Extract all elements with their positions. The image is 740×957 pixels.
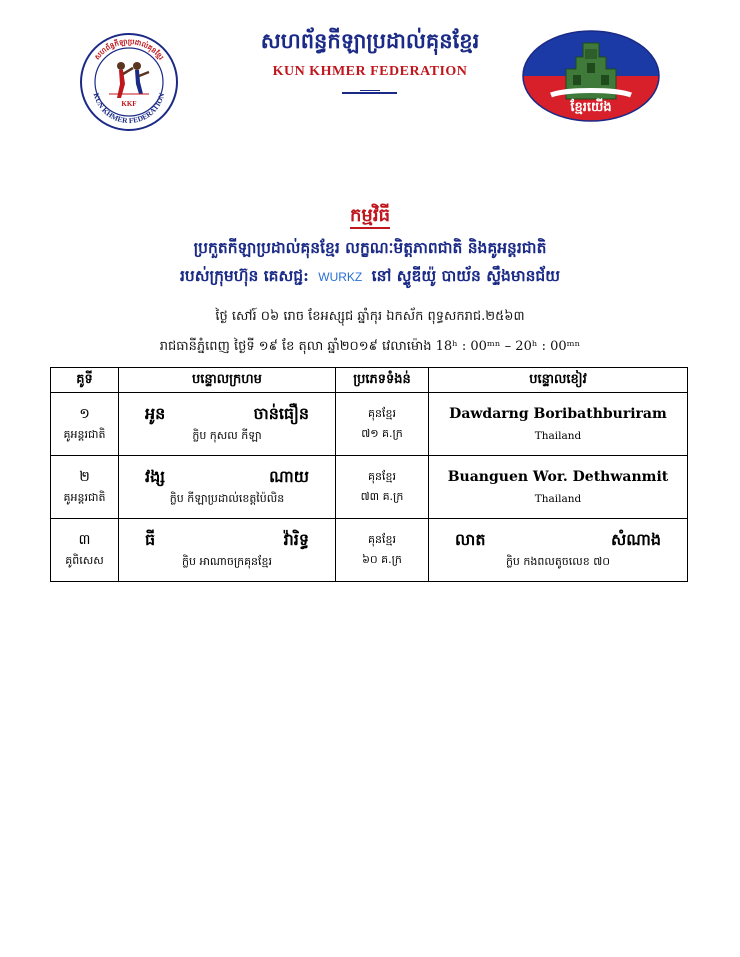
table-row <box>51 456 688 519</box>
blue-corner-cell <box>429 519 688 582</box>
kkf-logo-khmer-text: សហព័ន្ធកីឡាប្រដាល់គុនខ្មែរ <box>92 36 166 62</box>
bout-number: ១ <box>79 406 90 422</box>
event-sponsor-line <box>40 266 700 289</box>
red-fighter-name <box>119 402 335 426</box>
bout-category: គូអន្តរជាតិ <box>63 428 106 441</box>
red-fighter-name <box>119 465 335 489</box>
federation-title-english: KUN KHMER FEDERATION <box>272 64 468 79</box>
red-fighter-last-name: ចាន់ធឿន <box>253 404 309 423</box>
bout-number: ២ <box>79 469 90 485</box>
sponsor-prefix: របស់ក្រុមហ៊ុន គេសជ្ជ: <box>179 266 309 285</box>
blue-fighter-first-name: លាត <box>455 530 486 549</box>
fight-card-table <box>50 367 688 582</box>
weight-cell <box>336 393 429 456</box>
blue-corner-cell <box>429 456 688 519</box>
venue: នៅ ស្ទូឌីយ៉ូ បាយ័ន ស្ទឹងមានជ័យ <box>371 266 561 285</box>
weight-cell <box>336 456 429 519</box>
red-fighter-first-name: ធី <box>145 530 156 549</box>
blue-fighter-name <box>429 528 687 552</box>
bout-category: គូពិសេស <box>65 554 104 567</box>
red-corner-cell <box>119 519 336 582</box>
red-corner-cell <box>119 393 336 456</box>
blue-fighter-club: ក្លិប កងពលតូចលេខ ៧០ <box>505 555 611 568</box>
federation-title-khmer: សហព័ន្ធកីឡាប្រដាល់គុនខ្មែរ <box>260 28 480 53</box>
red-fighter-last-name: វ៉ារិទ្ធ <box>283 530 309 549</box>
kkf-logo-abbr: KKF <box>121 100 137 108</box>
blue-corner-cell <box>429 393 688 456</box>
blue-fighter-name: Dawdarng Boribathburiram <box>449 406 667 422</box>
bout-number: ៣ <box>78 532 91 548</box>
bout-number-cell <box>51 519 119 582</box>
bout-number-cell <box>51 456 119 519</box>
event-date-time: រាជធានីភ្នំពេញ ថ្ងៃទី ១៩ ខែ តុលា ឆ្នាំ២០១៩ វេលាម៉ោង 18ʰ : 00ᵐⁿ – 20ʰ : 00ᵐⁿ <box>159 339 581 354</box>
weight-cell <box>336 519 429 582</box>
fight-style: គុនខ្មែរ <box>368 533 396 546</box>
khmer-temple-logo-text: ខ្មែរយើង <box>570 100 612 115</box>
blue-fighter-last-name: សំណាង <box>611 530 661 549</box>
sponsor-name: WURKZ <box>318 270 363 284</box>
bout-number-cell <box>51 393 119 456</box>
red-fighter-club: ក្លិប កីឡាប្រដាល់ខេត្តប៉ៃលិន <box>169 492 285 505</box>
kkf-logo-english-text: KUN KHMER FEDERATION <box>91 91 167 126</box>
red-fighter-first-name: វង្ស <box>145 467 165 486</box>
blue-fighter-country: Thailand <box>534 493 582 505</box>
fight-style: គុនខ្មែរ <box>368 407 396 420</box>
lunar-date: ថ្ងៃ សៅរ៍ ០៦ រោច ខែអស្សុជ ឆ្នាំកុរ ឯកស័ក ពុទ្ធសករាជ.២៥៦៣ <box>215 309 525 324</box>
table-row <box>51 393 688 456</box>
kkf-logo <box>79 32 179 132</box>
red-fighter-club: ក្លិប កុសល កីឡា <box>192 429 262 442</box>
red-fighter-club: ក្លិប អាណាចក្រគុនខ្មែរ <box>181 555 273 568</box>
weight-class: ៦០ គ.ក្រ <box>362 553 402 566</box>
header-weight-class: ប្រភេទទំងន់ <box>336 368 429 393</box>
event-description: ប្រកួតកីឡាប្រដាល់គុនខ្មែរ លក្ខណៈមិត្តភាពជាតិ និងគូអន្តរជាតិ <box>193 238 547 257</box>
header-blue-corner: បន្ទោលខៀវ <box>429 368 688 393</box>
blue-fighter-name: Buanguen Wor. Dethwanmit <box>447 469 669 485</box>
table-header-row <box>51 368 688 393</box>
red-fighter-last-name: ណាយ <box>269 467 309 486</box>
header-red-corner: បន្ទោលក្រហម <box>119 368 336 393</box>
header-bout-number: គូទី <box>51 368 119 393</box>
table-row <box>51 519 688 582</box>
fight-style: គុនខ្មែរ <box>368 470 396 483</box>
blue-fighter-country: Thailand <box>534 430 582 442</box>
program-title-text: កម្មវិធី <box>350 205 390 229</box>
weight-class: ៧១ គ.ក្រ <box>361 427 403 440</box>
weight-class: ៧៣ គ.ក្រ <box>360 490 404 503</box>
red-fighter-first-name: អូន <box>145 404 166 423</box>
red-corner-cell <box>119 456 336 519</box>
program-title <box>270 203 470 230</box>
khmer-temple-logo <box>521 29 661 123</box>
red-fighter-name <box>119 528 335 552</box>
bout-category: គូអន្តរជាតិ <box>63 491 106 504</box>
header-divider <box>342 92 397 94</box>
